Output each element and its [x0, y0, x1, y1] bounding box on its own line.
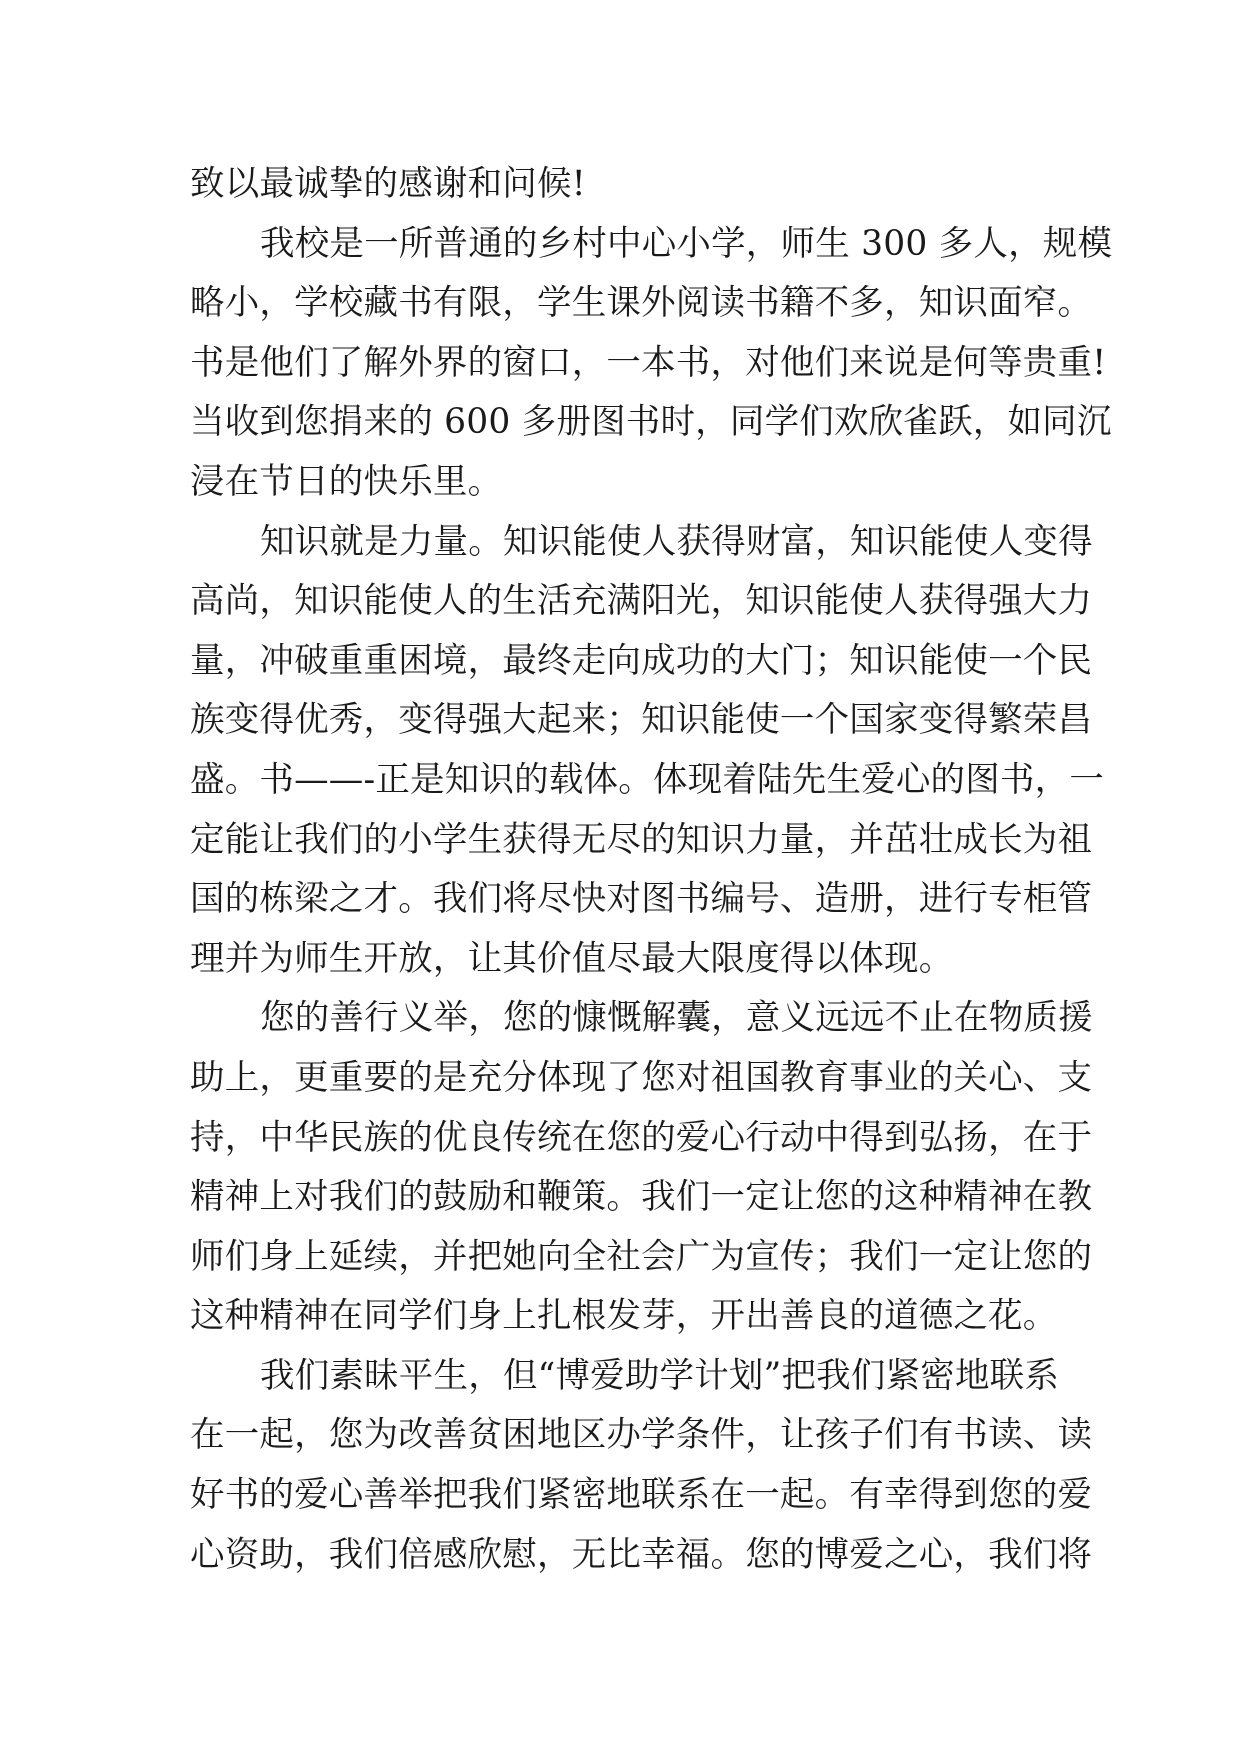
paragraph-first-line: 您的善行义举，您的慷慨解囊，意义远远不止在物质援	[260, 998, 1093, 1039]
text-line: 略小，学校藏书有限，学生课外阅读书籍不多，知识面窄。	[190, 283, 1093, 324]
text-line: 持，中华民族的优良传统在您的爱心行动中得到弘扬，在于	[190, 1117, 1093, 1158]
text-line: 当收到您捐来的 600 多册图书时，同学们欢欣雀跃，如同沉	[190, 402, 1112, 443]
text-line: 浸在节日的快乐里。	[190, 461, 503, 502]
text-line: 心资助，我们倍感欣慰，无比幸福。您的博爱之心，我们将	[190, 1534, 1093, 1575]
text-line: 这种精神在同学们身上扎根发芽，开出善良的道德之花。	[190, 1296, 1058, 1337]
text-line: 国的栋梁之才。我们将尽快对图书编号、造册，进行专柜管	[190, 879, 1093, 920]
paragraph-first-line: 我们素昧平生，但“博爱助学计划”把我们紧密地联系	[260, 1355, 1060, 1396]
text-line: 盛。书——-正是知识的载体。体现着陆先生爱心的图书，一	[190, 759, 1105, 800]
text-line: 好书的爱心善举把我们紧密地联系在一起。有幸得到您的爱	[190, 1475, 1093, 1516]
text-line: 师们身上延续，并把她向全社会广为宣传；我们一定让您的	[190, 1236, 1093, 1277]
text-line: 助上，更重要的是充分体现了您对祖国教育事业的关心、支	[190, 1057, 1093, 1098]
paragraph-first-line: 知识就是力量。知识能使人获得财富，知识能使人变得	[260, 521, 1093, 562]
text-line: 致以最诚挚的感谢和问候!	[190, 164, 586, 204]
text-line: 高尚，知识能使人的生活充满阳光，知识能使人获得强大力	[190, 581, 1093, 622]
text-line: 量，冲破重重困境，最终走向成功的大门；知识能使一个民	[190, 640, 1093, 681]
letter-body	[190, 155, 1113, 1585]
text-line: 定能让我们的小学生获得无尽的知识力量，并茁壮成长为祖	[190, 819, 1093, 860]
paragraph-first-line: 我校是一所普通的乡村中心小学，师生 300 多人，规模	[260, 223, 1113, 264]
text-line: 书是他们了解外界的窗口，一本书，对他们来说是何等贵重!	[190, 342, 1107, 383]
text-line: 在一起，您为改善贫困地区办学条件，让孩子们有书读、读	[190, 1415, 1093, 1456]
text-line: 族变得优秀，变得强大起来；知识能使一个国家变得繁荣昌	[190, 700, 1093, 741]
text-line: 精神上对我们的鼓励和鞭策。我们一定让您的这种精神在教	[190, 1177, 1093, 1218]
text-line: 理并为师生开放，让其价值尽最大限度得以体现。	[190, 938, 954, 979]
